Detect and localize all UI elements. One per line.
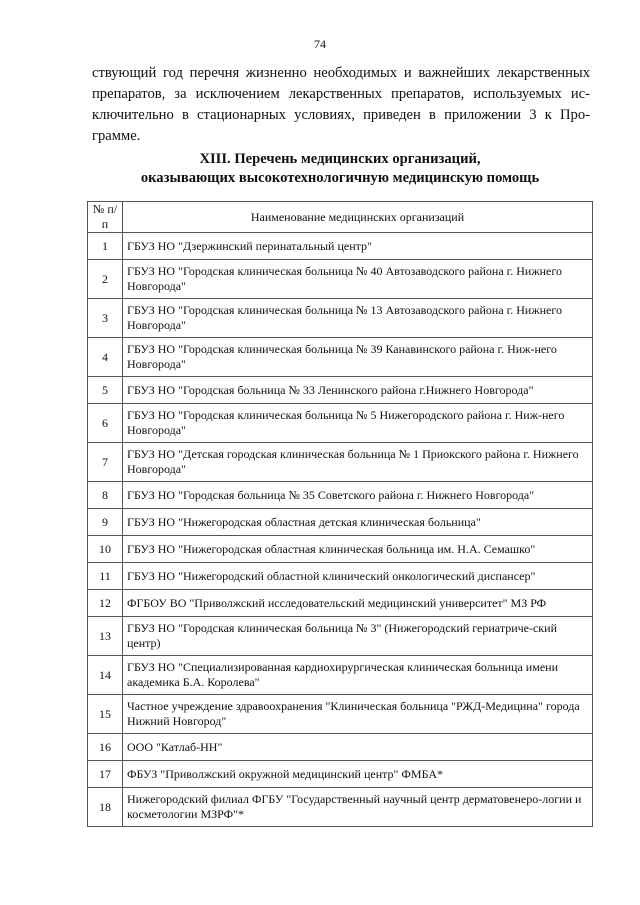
- organization-name: ГБУЗ НО "Городская больница № 33 Ленинского района г.Нижнего Новгорода": [123, 377, 593, 404]
- row-number: 7: [88, 443, 123, 482]
- table-row: [88, 338, 593, 377]
- table-row: [88, 233, 593, 260]
- row-number: 1: [88, 233, 123, 260]
- table-row: [88, 734, 593, 761]
- row-number: 13: [88, 617, 123, 656]
- table-row: [88, 788, 593, 827]
- table-row: [88, 695, 593, 734]
- table-header-row: [88, 202, 593, 233]
- organization-name: ФБУЗ "Приволжский окружной медицинский центр" ФМБА*: [123, 761, 593, 788]
- organization-name: ФГБОУ ВО "Приволжский исследовательский медицинский университет" МЗ РФ: [123, 590, 593, 617]
- row-number: 10: [88, 536, 123, 563]
- organization-name: Частное учреждение здравоохранения "Клиническая больница "РЖД-Медицина" города Нижний Новгород": [123, 695, 593, 734]
- table-row: [88, 509, 593, 536]
- organization-name: ГБУЗ НО "Нижегородский областной клинический онкологический диспансер": [123, 563, 593, 590]
- organization-name: ГБУЗ НО "Городская клиническая больница № 13 Автозаводского района г. Нижнего Новгорода": [123, 299, 593, 338]
- organization-name: ГБУЗ НО "Городская клиническая больница № 39 Канавинского района г. Ниж-него Новгорода": [123, 338, 593, 377]
- organization-name: Нижегородский филиал ФГБУ "Государственный научный центр дерматовенеро-логии и косметологии МЗРФ"*: [123, 788, 593, 827]
- table-row: [88, 656, 593, 695]
- table-row: [88, 404, 593, 443]
- row-number: 18: [88, 788, 123, 827]
- column-header-name: Наименование медицинских организаций: [123, 202, 593, 233]
- row-number: 14: [88, 656, 123, 695]
- column-header-number: № п/п: [88, 202, 123, 233]
- row-number: 3: [88, 299, 123, 338]
- table-row: [88, 377, 593, 404]
- row-number: 15: [88, 695, 123, 734]
- table-row: [88, 617, 593, 656]
- organization-name: ГБУЗ НО "Нижегородская областная детская клиническая больница": [123, 509, 593, 536]
- row-number: 17: [88, 761, 123, 788]
- organization-name: ГБУЗ НО "Городская больница № 35 Советского района г. Нижнего Новгорода": [123, 482, 593, 509]
- row-number: 4: [88, 338, 123, 377]
- table-row: [88, 482, 593, 509]
- page-number: 74: [314, 37, 326, 51]
- section-heading: [80, 150, 600, 188]
- organization-name: ГБУЗ НО "Городская клиническая больница № 3" (Нижегородский гериатриче-ский центр): [123, 617, 593, 656]
- row-number: 5: [88, 377, 123, 404]
- row-number: 6: [88, 404, 123, 443]
- table-row: [88, 536, 593, 563]
- organizations-table: [87, 201, 593, 827]
- table-row: [88, 563, 593, 590]
- row-number: 9: [88, 509, 123, 536]
- organization-name: ГБУЗ НО "Дзержинский перинатальный центр": [123, 233, 593, 260]
- section-heading-line-2: оказывающих высокотехнологичную медицинскую помощь: [140, 170, 540, 186]
- row-number: 8: [88, 482, 123, 509]
- row-number: 2: [88, 260, 123, 299]
- row-number: 16: [88, 734, 123, 761]
- table-row: [88, 590, 593, 617]
- organization-name: ООО "Катлаб-НН": [123, 734, 593, 761]
- intro-paragraph: ствующий год перечня жизненно необходимых и важнейших лекарственных препаратов, за исключением лекарственных препаратов, используемых ис-ключительно в стационарных условиях, приведен в приложении 3 к Про-грамме.: [92, 65, 590, 144]
- table-row: [88, 299, 593, 338]
- organization-name: ГБУЗ НО "Специализированная кардиохирургическая клиническая больница имени академика Б.А. Королева": [123, 656, 593, 695]
- row-number: 12: [88, 590, 123, 617]
- organization-name: ГБУЗ НО "Городская клиническая больница № 40 Автозаводского района г. Нижнего Новгорода": [123, 260, 593, 299]
- table-row: [88, 443, 593, 482]
- row-number: 11: [88, 563, 123, 590]
- organization-name: ГБУЗ НО "Детская городская клиническая больница № 1 Приокского района г. Нижнего Новгорода": [123, 443, 593, 482]
- section-heading-line-1: XIII. Перечень медицинских организаций,: [199, 151, 481, 167]
- table-row: [88, 761, 593, 788]
- organization-name: ГБУЗ НО "Нижегородская областная клиническая больница им. Н.А. Семашко": [123, 536, 593, 563]
- table-row: [88, 260, 593, 299]
- organization-name: ГБУЗ НО "Городская клиническая больница № 5 Нижегородского района г. Ниж-него Новгорода": [123, 404, 593, 443]
